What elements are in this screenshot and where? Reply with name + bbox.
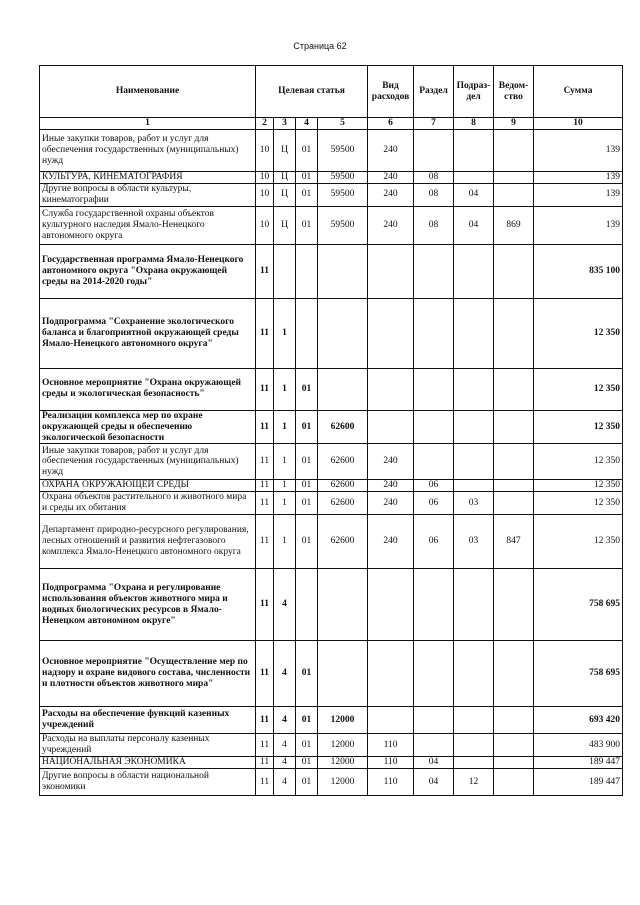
row-name-cell: Расходы на выплаты персоналу казенных учреждений — [40, 734, 256, 757]
row-code-cell: 240 — [368, 183, 414, 206]
row-code-cell: 62600 — [318, 444, 368, 480]
row-code-cell: 01 — [296, 734, 318, 757]
row-name-cell: Реализация комплекса мер по охране окружающей среды и обеспечению экологической безопасности — [40, 410, 256, 444]
row-name-cell: Подпрограмма "Сохранение экологического баланса и благоприятной окружающей среды Ямало-Ненецкого автономного округа" — [40, 298, 256, 368]
row-code-cell: 847 — [494, 515, 534, 569]
table-row — [40, 757, 623, 769]
row-sum-cell: 693 420 — [534, 707, 623, 734]
row-code-cell — [494, 410, 534, 444]
col-number: 4 — [296, 118, 318, 130]
table-row — [40, 707, 623, 734]
row-sum-cell: 189 447 — [534, 757, 623, 769]
row-code-cell — [296, 298, 318, 368]
row-sum-cell: 12 350 — [534, 298, 623, 368]
row-code-cell: 04 — [414, 757, 454, 769]
row-code-cell: 12000 — [318, 734, 368, 757]
row-code-cell: 01 — [296, 492, 318, 515]
table-row — [40, 410, 623, 444]
row-code-cell: Ц — [274, 171, 296, 183]
row-code-cell: 62600 — [318, 410, 368, 444]
row-name-cell: НАЦИОНАЛЬНАЯ ЭКОНОМИКА — [40, 757, 256, 769]
row-code-cell: 12000 — [318, 768, 368, 795]
row-code-cell: Ц — [274, 206, 296, 244]
row-code-cell: 11 — [256, 707, 274, 734]
row-code-cell: 869 — [494, 206, 534, 244]
row-code-cell: 04 — [454, 206, 494, 244]
row-code-cell: 59500 — [318, 183, 368, 206]
row-code-cell — [414, 641, 454, 707]
row-code-cell: 01 — [296, 707, 318, 734]
row-code-cell — [296, 244, 318, 298]
col-number: 3 — [274, 118, 296, 130]
row-code-cell — [296, 569, 318, 641]
row-code-cell: 11 — [256, 444, 274, 480]
col-number: 5 — [318, 118, 368, 130]
row-code-cell — [414, 444, 454, 480]
row-name-cell: КУЛЬТУРА, КИНЕМАТОГРАФИЯ — [40, 171, 256, 183]
row-code-cell — [494, 768, 534, 795]
col-number: 8 — [454, 118, 494, 130]
row-code-cell: 11 — [256, 641, 274, 707]
row-code-cell — [368, 244, 414, 298]
header-dept: Ведом-ство — [494, 66, 534, 118]
row-code-cell — [368, 368, 414, 410]
row-code-cell — [318, 244, 368, 298]
row-sum-cell: 758 695 — [534, 569, 623, 641]
row-sum-cell: 758 695 — [534, 641, 623, 707]
row-code-cell: 59500 — [318, 129, 368, 171]
row-sum-cell: 189 447 — [534, 768, 623, 795]
row-code-cell: 4 — [274, 757, 296, 769]
row-code-cell: 06 — [414, 480, 454, 492]
table-row — [40, 368, 623, 410]
row-code-cell — [414, 707, 454, 734]
row-code-cell: 04 — [454, 183, 494, 206]
row-code-cell: 11 — [256, 757, 274, 769]
row-sum-cell: 835 100 — [534, 244, 623, 298]
row-code-cell: 62600 — [318, 492, 368, 515]
table-row — [40, 569, 623, 641]
table-row — [40, 171, 623, 183]
row-code-cell: 62600 — [318, 515, 368, 569]
row-code-cell — [414, 244, 454, 298]
row-name-cell: Основное мероприятие "Осуществление мер по надзору и охране видового состава, численности и плотности объектов животного мира" — [40, 641, 256, 707]
table-row — [40, 206, 623, 244]
row-code-cell: 240 — [368, 206, 414, 244]
row-code-cell — [494, 444, 534, 480]
row-code-cell — [454, 244, 494, 298]
table-row — [40, 492, 623, 515]
row-code-cell: 08 — [414, 206, 454, 244]
row-code-cell: 4 — [274, 707, 296, 734]
row-code-cell: 240 — [368, 492, 414, 515]
row-code-cell — [494, 734, 534, 757]
row-code-cell: 11 — [256, 768, 274, 795]
row-code-cell: 01 — [296, 206, 318, 244]
header-type: Вид расходов — [368, 66, 414, 118]
table-row — [40, 734, 623, 757]
row-code-cell: 240 — [368, 129, 414, 171]
row-code-cell — [318, 569, 368, 641]
row-code-cell — [318, 298, 368, 368]
row-code-cell: 1 — [274, 515, 296, 569]
header-section: Раздел — [414, 66, 454, 118]
row-code-cell: 62600 — [318, 480, 368, 492]
row-code-cell: 01 — [296, 129, 318, 171]
row-code-cell: 01 — [296, 757, 318, 769]
column-number-row — [40, 118, 623, 130]
row-code-cell: 04 — [414, 768, 454, 795]
row-code-cell: 59500 — [318, 171, 368, 183]
row-code-cell: 01 — [296, 368, 318, 410]
row-code-cell — [318, 368, 368, 410]
col-number: 10 — [534, 118, 623, 130]
row-code-cell — [454, 480, 494, 492]
row-code-cell: Ц — [274, 183, 296, 206]
row-code-cell — [414, 410, 454, 444]
row-code-cell: 12000 — [318, 757, 368, 769]
row-code-cell: 11 — [256, 244, 274, 298]
row-code-cell: 03 — [454, 515, 494, 569]
row-code-cell: 240 — [368, 444, 414, 480]
row-sum-cell: 12 350 — [534, 368, 623, 410]
row-name-cell: Расходы на обеспечение функций казенных учреждений — [40, 707, 256, 734]
row-code-cell — [368, 410, 414, 444]
row-sum-cell: 12 350 — [534, 515, 623, 569]
row-code-cell: 110 — [368, 734, 414, 757]
col-number: 9 — [494, 118, 534, 130]
row-code-cell: 11 — [256, 515, 274, 569]
row-code-cell: 01 — [296, 641, 318, 707]
header-subsection: Подраз-дел — [454, 66, 494, 118]
row-code-cell: 240 — [368, 171, 414, 183]
row-sum-cell: 139 — [534, 171, 623, 183]
row-name-cell: Иные закупки товаров, работ и услуг для обеспечения государственных (муниципальных) нужд — [40, 444, 256, 480]
row-code-cell — [454, 368, 494, 410]
row-code-cell: 59500 — [318, 206, 368, 244]
col-number: 7 — [414, 118, 454, 130]
row-code-cell — [414, 298, 454, 368]
row-sum-cell: 12 350 — [534, 410, 623, 444]
col-number: 2 — [256, 118, 274, 130]
row-code-cell: 11 — [256, 492, 274, 515]
row-name-cell: Департамент природно-ресурсного регулирования, лесных отношений и развития нефтегазового комплекса Ямало-Ненецкого автономного округа — [40, 515, 256, 569]
row-code-cell — [454, 444, 494, 480]
row-code-cell: 1 — [274, 410, 296, 444]
row-code-cell — [494, 480, 534, 492]
row-code-cell: 08 — [414, 171, 454, 183]
row-code-cell: 11 — [256, 734, 274, 757]
table-row — [40, 768, 623, 795]
row-code-cell: 10 — [256, 129, 274, 171]
row-code-cell — [494, 569, 534, 641]
row-code-cell: 4 — [274, 641, 296, 707]
row-code-cell: 12 — [454, 768, 494, 795]
row-code-cell — [494, 298, 534, 368]
page-label: Страница 62 — [293, 41, 347, 51]
row-sum-cell: 139 — [534, 183, 623, 206]
row-code-cell — [494, 244, 534, 298]
row-sum-cell: 139 — [534, 129, 623, 171]
row-code-cell — [454, 129, 494, 171]
row-code-cell: 11 — [256, 368, 274, 410]
row-code-cell: 01 — [296, 171, 318, 183]
col-number: 1 — [40, 118, 256, 130]
header-sum: Сумма — [534, 66, 623, 118]
row-name-cell: Подпрограмма "Охрана и регулирование использования объектов животного мира и водных биологических ресурсов в Ямало-Ненецком автономном округе" — [40, 569, 256, 641]
row-code-cell: 01 — [296, 410, 318, 444]
row-code-cell: 110 — [368, 757, 414, 769]
row-code-cell: 08 — [414, 183, 454, 206]
header-target: Целевая статья — [256, 66, 368, 118]
col-number: 6 — [368, 118, 414, 130]
table-row — [40, 129, 623, 171]
row-code-cell: 4 — [274, 768, 296, 795]
table-row — [40, 444, 623, 480]
row-code-cell: 10 — [256, 171, 274, 183]
row-code-cell — [454, 641, 494, 707]
row-code-cell: 1 — [274, 298, 296, 368]
row-code-cell — [414, 368, 454, 410]
row-code-cell: 4 — [274, 734, 296, 757]
row-code-cell: 01 — [296, 768, 318, 795]
row-sum-cell: 12 350 — [534, 492, 623, 515]
row-code-cell: 11 — [256, 569, 274, 641]
row-code-cell: 1 — [274, 480, 296, 492]
row-code-cell: 10 — [256, 183, 274, 206]
row-code-cell — [318, 641, 368, 707]
row-code-cell — [494, 641, 534, 707]
row-code-cell — [454, 757, 494, 769]
row-code-cell: 11 — [256, 480, 274, 492]
row-code-cell: Ц — [274, 129, 296, 171]
row-code-cell: 240 — [368, 515, 414, 569]
row-code-cell — [494, 368, 534, 410]
row-code-cell — [494, 492, 534, 515]
row-code-cell: 01 — [296, 444, 318, 480]
row-code-cell — [454, 171, 494, 183]
table-row — [40, 480, 623, 492]
row-name-cell: ОХРАНА ОКРУЖАЮЩЕЙ СРЕДЫ — [40, 480, 256, 492]
row-code-cell — [454, 707, 494, 734]
row-code-cell: 01 — [296, 480, 318, 492]
row-code-cell — [494, 707, 534, 734]
row-code-cell — [368, 641, 414, 707]
row-code-cell: 11 — [256, 298, 274, 368]
header-row — [40, 66, 623, 118]
row-code-cell — [454, 298, 494, 368]
row-code-cell — [414, 129, 454, 171]
row-name-cell: Основное мероприятие "Охрана окружающей среды и экологическая безопасность" — [40, 368, 256, 410]
row-code-cell — [494, 757, 534, 769]
row-name-cell: Иные закупки товаров, работ и услуг для обеспечения государственных (муниципальных) нужд — [40, 129, 256, 171]
row-code-cell: 06 — [414, 515, 454, 569]
row-name-cell: Государственная программа Ямало-Ненецкого автономного округа "Охрана окружающей среды на 2014-2020 годы" — [40, 244, 256, 298]
row-code-cell: 06 — [414, 492, 454, 515]
table-row — [40, 298, 623, 368]
row-code-cell — [368, 707, 414, 734]
row-code-cell — [414, 734, 454, 757]
row-code-cell — [494, 171, 534, 183]
row-code-cell: 01 — [296, 183, 318, 206]
row-code-cell: 11 — [256, 410, 274, 444]
row-code-cell: 4 — [274, 569, 296, 641]
row-code-cell: 03 — [454, 492, 494, 515]
row-name-cell: Другие вопросы в области культуры, кинематографии — [40, 183, 256, 206]
budget-table — [39, 65, 623, 796]
row-name-cell: Другие вопросы в области национальной экономики — [40, 768, 256, 795]
table-row — [40, 244, 623, 298]
row-code-cell: 01 — [296, 515, 318, 569]
row-code-cell — [454, 410, 494, 444]
row-code-cell: 1 — [274, 444, 296, 480]
row-code-cell — [494, 129, 534, 171]
row-code-cell: 10 — [256, 206, 274, 244]
row-sum-cell: 483 900 — [534, 734, 623, 757]
row-sum-cell: 12 350 — [534, 444, 623, 480]
row-code-cell — [414, 569, 454, 641]
row-code-cell: 12000 — [318, 707, 368, 734]
row-code-cell — [274, 244, 296, 298]
table-row — [40, 641, 623, 707]
row-sum-cell: 12 350 — [534, 480, 623, 492]
row-name-cell: Служба государственной охраны объектов культурного наследия Ямало-Ненецкого автономного округа — [40, 206, 256, 244]
row-code-cell — [454, 734, 494, 757]
row-code-cell: 240 — [368, 480, 414, 492]
row-code-cell: 1 — [274, 368, 296, 410]
row-name-cell: Охрана объектов растительного и животного мира и среды их обитания — [40, 492, 256, 515]
row-sum-cell: 139 — [534, 206, 623, 244]
row-code-cell: 1 — [274, 492, 296, 515]
header-name: Наименование — [40, 66, 256, 118]
table-row — [40, 515, 623, 569]
row-code-cell — [368, 298, 414, 368]
row-code-cell — [454, 569, 494, 641]
table-row — [40, 183, 623, 206]
row-code-cell — [494, 183, 534, 206]
row-code-cell — [368, 569, 414, 641]
row-code-cell: 110 — [368, 768, 414, 795]
